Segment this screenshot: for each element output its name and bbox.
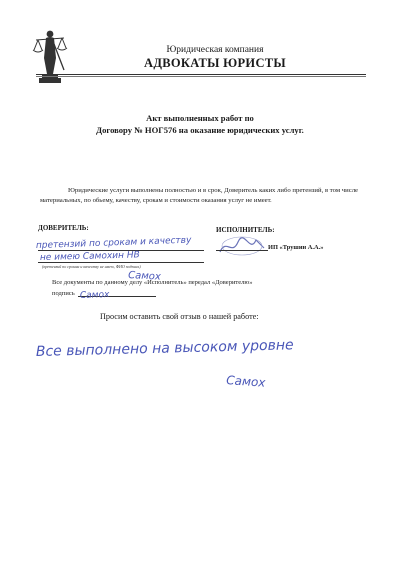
ispolnitel-name: ИП «Трушин А.А.» xyxy=(268,244,324,251)
company-name: АДВОКАТЫ ЮРИСТЫ xyxy=(144,56,286,70)
doveritel-label: ДОВЕРИТЕЛЬ: xyxy=(38,224,89,232)
doveritel-claims-line-2 xyxy=(38,262,204,263)
signature-line xyxy=(78,296,156,297)
signature-label: подпись xyxy=(52,290,75,297)
act-title xyxy=(40,112,360,136)
header-divider xyxy=(36,74,366,75)
body-paragraph: Юридические услуги выполнены полностью и в срок, Доверитель каких либо претензий, в том числе материальных, по обьему, качеству, срокам и стоимости оказания услуг не имеет. xyxy=(40,187,358,204)
handwritten-review-signature: Самох xyxy=(225,373,266,390)
doveritel-claims-line-1 xyxy=(38,250,204,251)
handwritten-signature-1: Самох xyxy=(127,270,162,283)
claims-note: (претензий по срокам и качеству не имею, ФИО подпись) xyxy=(42,264,141,269)
ispolnitel-label: ИСПОЛНИТЕЛЬ: xyxy=(216,226,275,234)
act-title-line2: Договору № НОГ576 на оказание юридических услуг. xyxy=(96,125,304,135)
handwritten-signature-2: Самох xyxy=(79,289,110,301)
handwritten-claims-line2: не имею Самохин НВ xyxy=(39,250,140,263)
executor-signature-stamp xyxy=(216,234,268,258)
docs-transfer-text: Все документы по данному делу «Исполнитель» передал «Доверителю» xyxy=(52,279,253,286)
ispolnitel-signature-line xyxy=(216,250,268,251)
handwritten-review: Все выполнено на высоком уровне xyxy=(35,337,294,360)
header-divider-secondary xyxy=(36,76,366,77)
act-title-line1: Акт выполненных работ по xyxy=(146,113,254,123)
company-type: Юридическая компания xyxy=(166,45,264,55)
handwritten-claims-line1: претензий по срокам и качеству xyxy=(35,235,192,251)
review-prompt: Просим оставить свой отзыв о нашей работе: xyxy=(100,312,259,321)
